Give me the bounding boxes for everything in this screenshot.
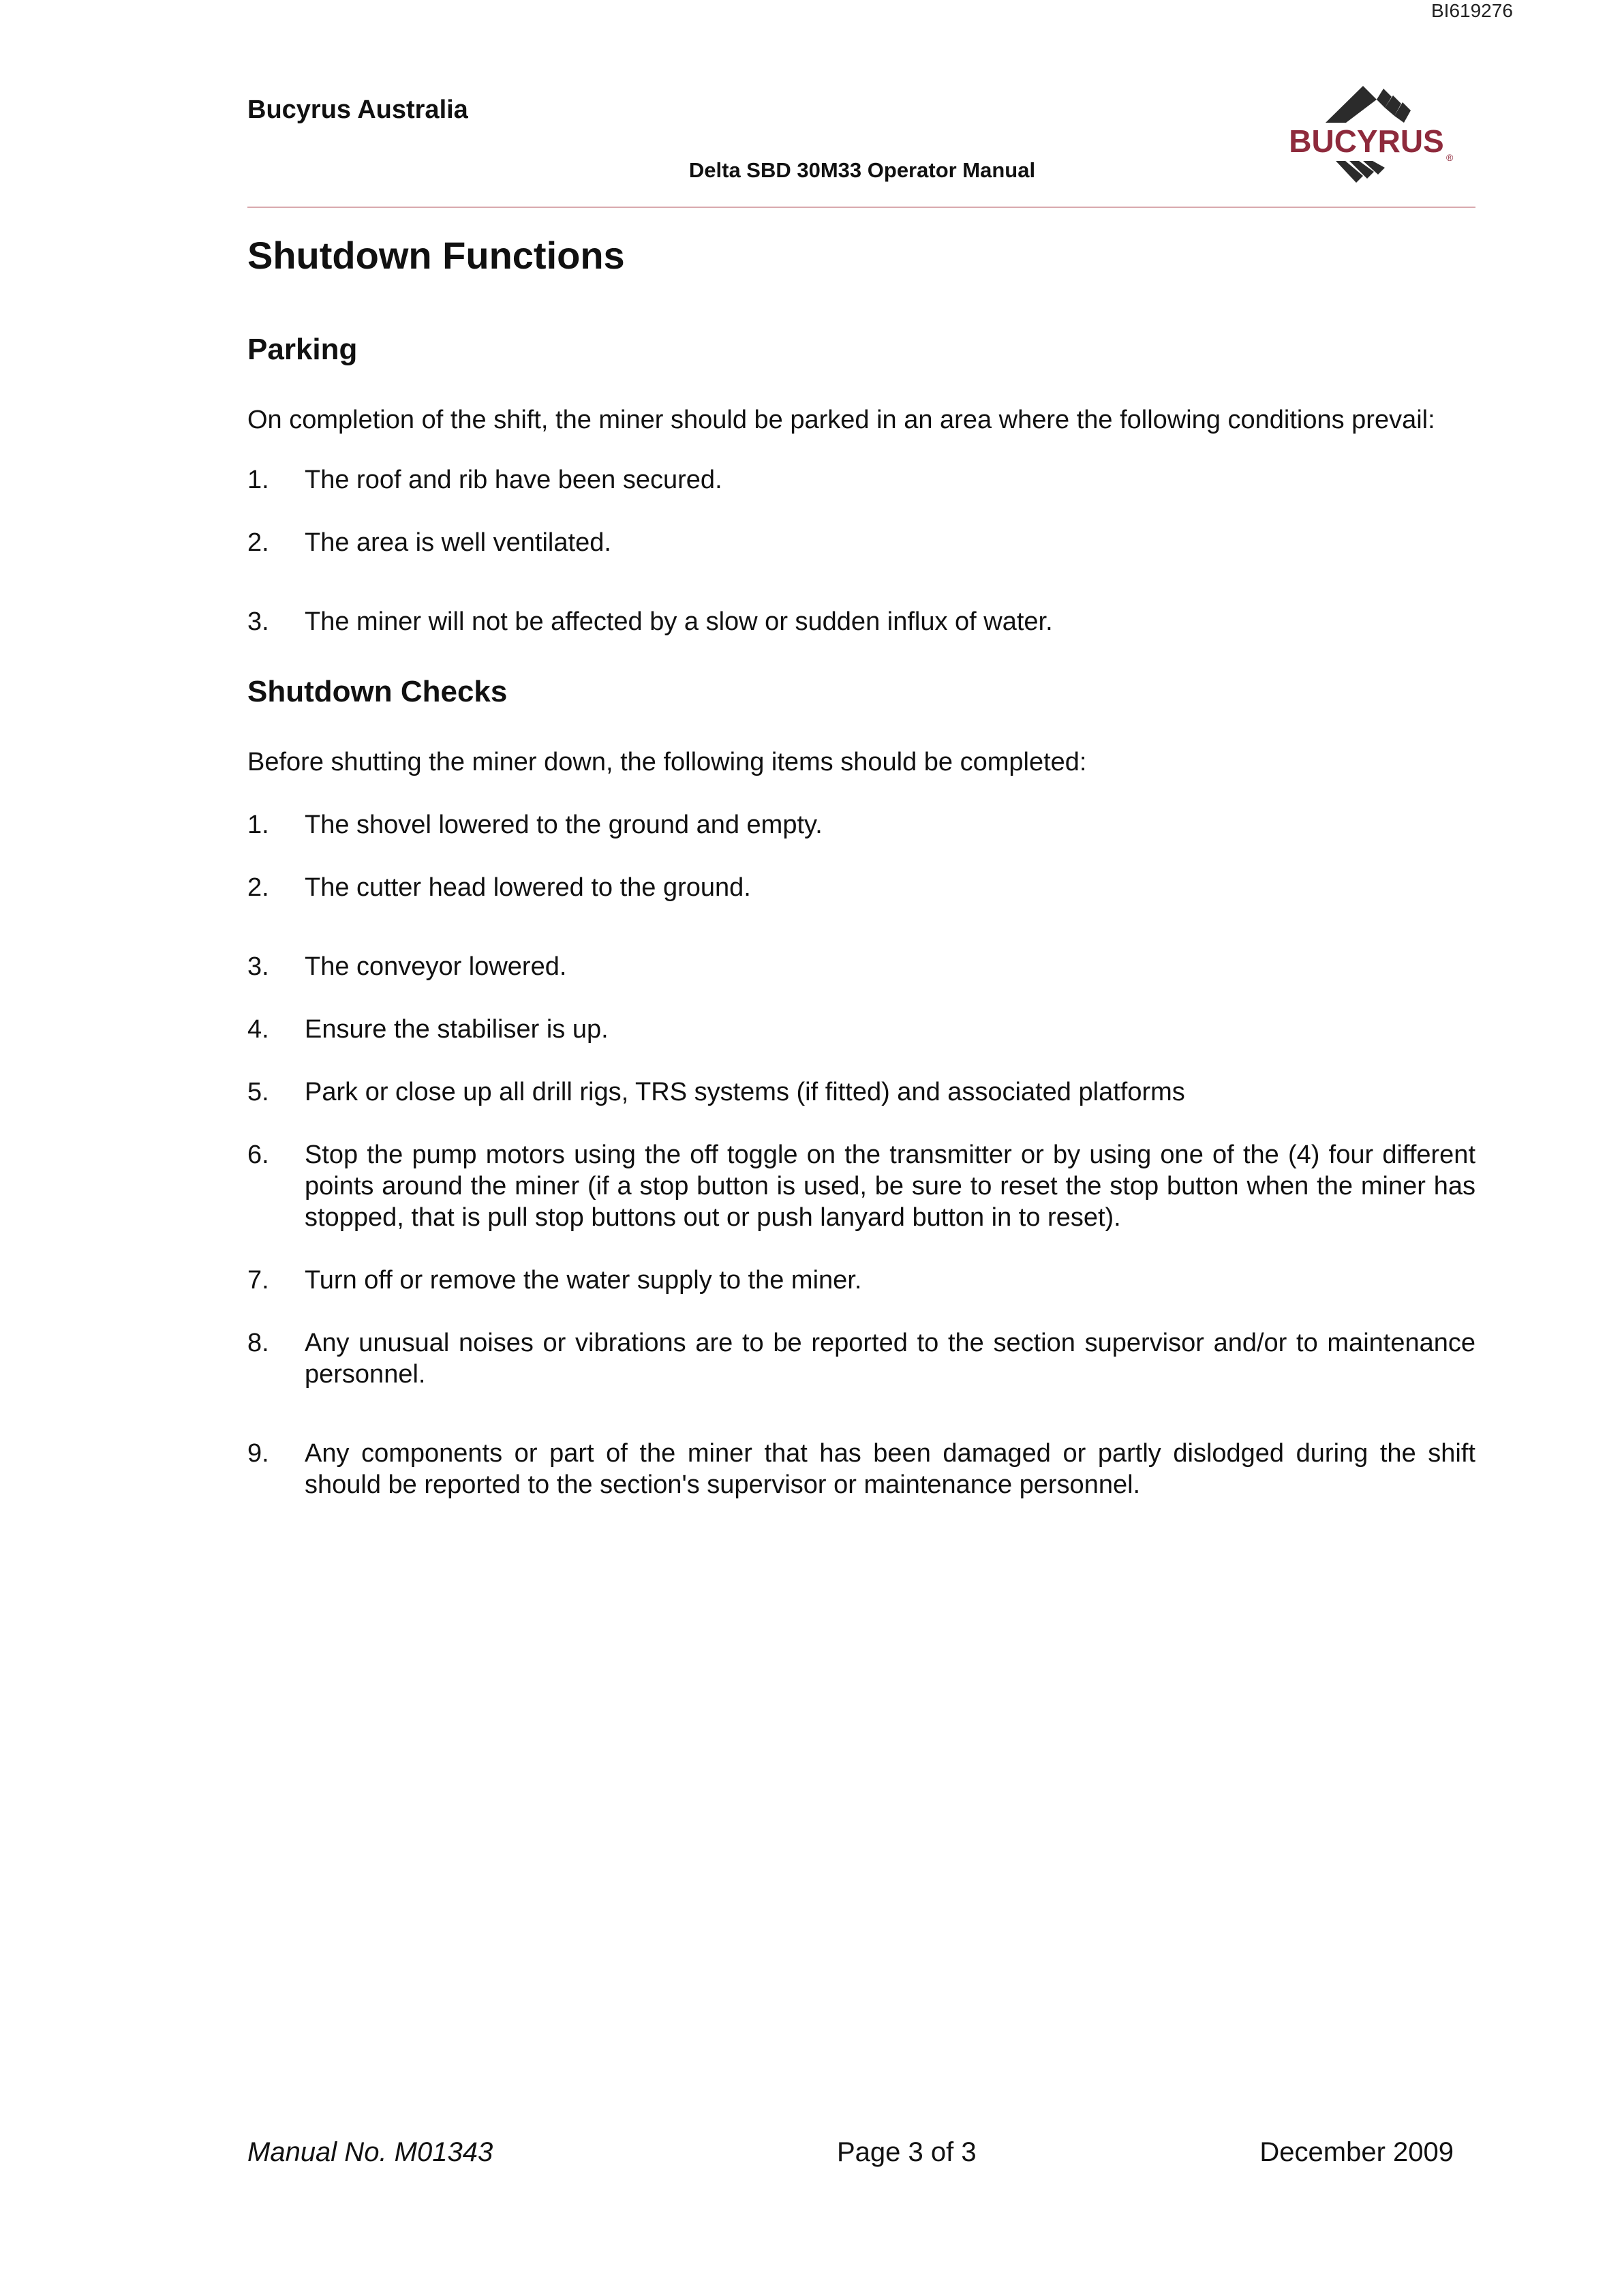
page-content xyxy=(247,228,1475,1500)
list-item-number: 1. xyxy=(247,811,269,839)
list-item xyxy=(247,527,1475,558)
list-item-text: Park or close up all drill rigs, TRS systems (if fitted) and associated platforms xyxy=(305,1078,1185,1106)
shutdown-checks-list xyxy=(247,809,1475,1500)
shutdown-checks-heading: Shutdown Checks xyxy=(247,675,508,708)
list-item-text: The roof and rib have been secured. xyxy=(305,466,722,494)
list-item-number: 8. xyxy=(247,1329,269,1357)
list-item-number: 2. xyxy=(247,873,269,902)
list-item-number: 7. xyxy=(247,1266,269,1295)
list-item-text: The conveyor lowered. xyxy=(305,952,567,981)
list-item-text: Turn off or remove the water supply to the miner. xyxy=(305,1266,862,1295)
list-item-number: 9. xyxy=(247,1439,269,1468)
footer-manual-number: Manual No. M01343 xyxy=(247,2137,493,2167)
list-item xyxy=(247,809,1475,841)
list-item xyxy=(247,872,1475,903)
list-item xyxy=(247,606,1475,637)
logo-text: BUCYRUS xyxy=(1289,123,1444,159)
list-item-text: Any components or part of the miner that has been damaged or partly dislodged during the shift should be reported to the section's supervisor or maintenance personnel. xyxy=(305,1439,1475,1499)
manual-title: Delta SBD 30M33 Operator Manual xyxy=(688,158,1036,182)
list-item-text: The area is well ventilated. xyxy=(305,528,611,557)
list-item-text: The miner will not be affected by a slow or sudden influx of water. xyxy=(305,607,1053,636)
list-item-number: 2. xyxy=(247,528,269,557)
list-item-number: 1. xyxy=(247,466,269,494)
list-item-text: Ensure the stabiliser is up. xyxy=(305,1015,609,1044)
list-item xyxy=(247,1139,1475,1233)
list-item xyxy=(247,1327,1475,1390)
list-item-number: 5. xyxy=(247,1078,269,1106)
page-title: Shutdown Functions xyxy=(247,234,625,277)
list-item-number: 3. xyxy=(247,952,269,981)
list-item-number: 6. xyxy=(247,1141,269,1169)
header-divider xyxy=(247,207,1475,208)
parking-heading: Parking xyxy=(247,333,358,366)
company-name: Bucyrus Australia xyxy=(247,95,468,124)
list-item-number: 4. xyxy=(247,1015,269,1044)
list-item-text: Stop the pump motors using the off toggle on the transmitter or by using one of the (4) four different points around the miner (if a stop button is used, be sure to reset the stop button when the miner has stopped, that is pull stop buttons out or push lanyard button in to reset). xyxy=(305,1141,1475,1232)
list-item xyxy=(247,1265,1475,1296)
list-item xyxy=(247,1438,1475,1500)
list-item-text: The shovel lowered to the ground and empty. xyxy=(305,811,823,839)
list-item xyxy=(247,1076,1475,1108)
logo-registered-mark: ® xyxy=(1446,152,1454,163)
list-item xyxy=(247,1014,1475,1045)
bucyrus-logo-icon xyxy=(1274,80,1458,196)
footer-page-number: Page 3 of 3 xyxy=(837,2137,977,2167)
list-item xyxy=(247,464,1475,496)
list-item-text: The cutter head lowered to the ground. xyxy=(305,873,751,902)
list-item-number: 3. xyxy=(247,607,269,636)
list-item-text: Any unusual noises or vibrations are to be reported to the section supervisor and/or to maintenance personnel. xyxy=(305,1329,1475,1389)
parking-intro: On completion of the shift, the miner should be parked in an area where the following conditions prevail: xyxy=(247,406,1435,434)
shutdown-checks-intro: Before shutting the miner down, the following items should be completed: xyxy=(247,748,1087,776)
parking-list xyxy=(247,464,1475,637)
list-item xyxy=(247,951,1475,982)
footer-date: December 2009 xyxy=(1259,2137,1454,2167)
document-id: BI619276 xyxy=(1431,0,1513,21)
